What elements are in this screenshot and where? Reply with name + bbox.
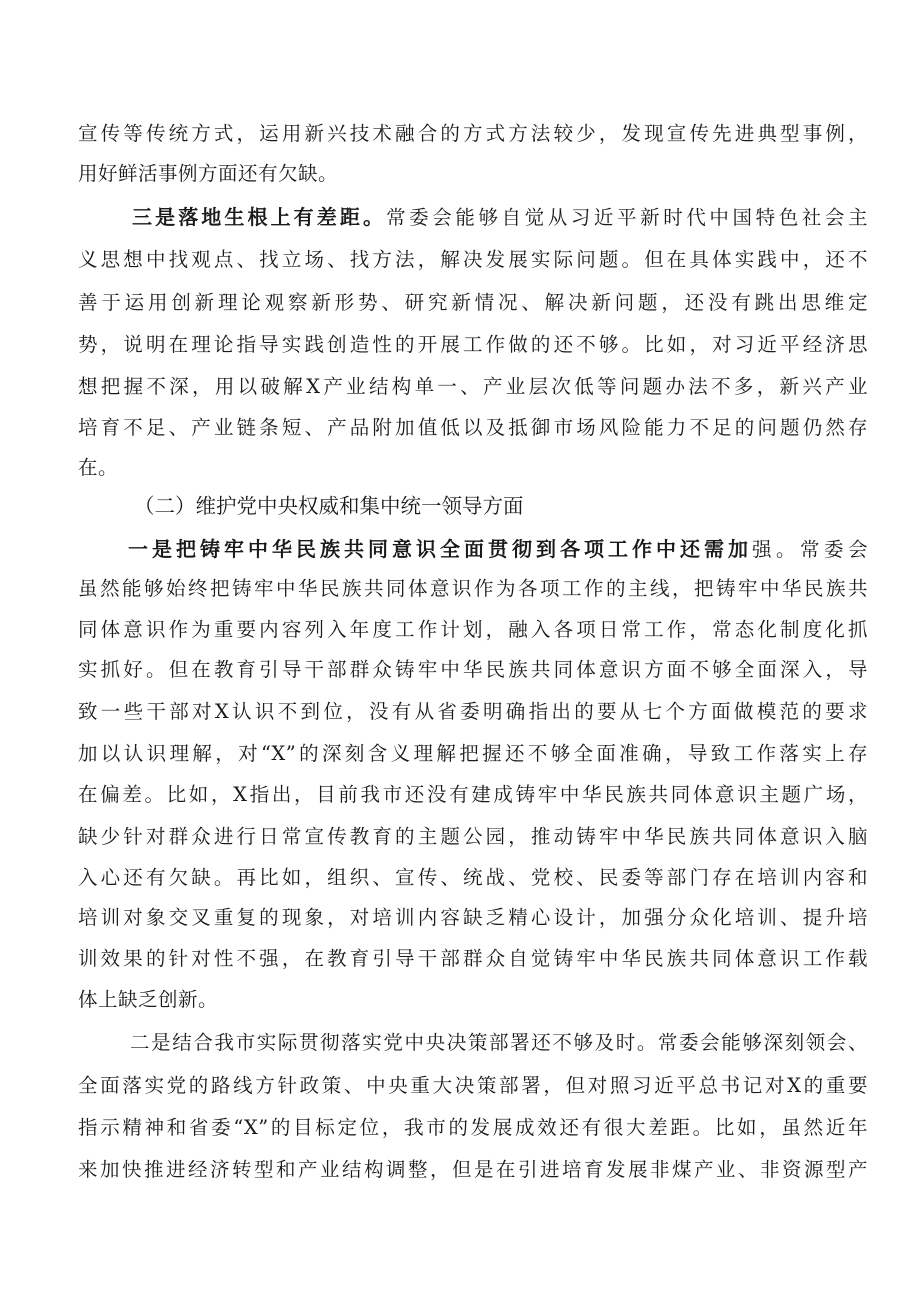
paragraph-line: 缺少针对群众进行日常宣传教育的主题公园，推动铸牢中华民族共同体意识入脑: [78, 825, 868, 848]
paragraph-line: 同体意识作为重要内容列入年度工作计划，融入各项日常工作，常态化制度化抓: [78, 618, 868, 641]
paragraph-line: 入心还有欠缺。再比如，组织、宣传、统战、党校、民委等部门存在培训内容和: [78, 866, 868, 889]
paragraph-line: 指示精神和省委“X”的目标定位，我市的发展成效还有很大差距。比如，虽然近年: [78, 1116, 868, 1139]
paragraph-line: 虽然能够始终把铸牢中华民族共同体意识作为各项工作的主线，把铸牢中华民族共: [78, 577, 868, 600]
section-heading: （二）维护党中央权威和集中统一领导方面: [134, 494, 524, 518]
paragraph-line: 体上缺乏创新。: [78, 988, 219, 1011]
paragraph-line: 加以认识理解，对“X”的深刻含义理解把握还不够全面准确，导致工作落实上存: [78, 742, 868, 765]
paragraph-lead-bold: 一是把铸牢中华民族共同意识全面贯彻到各项工作中还需加: [128, 537, 752, 561]
paragraph-first-line: [132, 197, 868, 237]
paragraph-line: 想把握不深，用以破解X产业结构单一、产业层次低等问题办法不多，新兴产业: [78, 375, 868, 398]
paragraph-line: 在。: [78, 456, 119, 479]
paragraph-line: 善于运用创新理论观察新形势、研究新情况、解决新问题，还没有跳出思维定: [78, 291, 868, 314]
paragraph-first-line: [128, 529, 868, 569]
paragraph-text: 强。常委会: [752, 538, 868, 561]
paragraph-line: 二是结合我市实际贯彻落实党中央决策部署还不够及时。常委会能够深刻领会、: [130, 1031, 868, 1054]
paragraph-line: 实抓好。但在教育引导干部群众铸牢中华民族共同体意识方面不够全面深入，导: [78, 658, 868, 681]
paragraph-text: 常委会能够自觉从习近平新时代中国特色社会主: [386, 206, 868, 229]
paragraph-line: 训效果的针对性不强，在教育引导干部群众自觉铸牢中华民族共同体意识工作载: [78, 947, 868, 970]
paragraph-line: 致一些干部对X认识不到位，没有从省委明确指出的要从七个方面做模范的要求: [78, 700, 868, 723]
paragraph-line: 全面落实党的路线方针政策、中央重大决策部署，但对照习近平总书记对X的重要: [78, 1074, 868, 1097]
paragraph-line: 培育不足、产业链条短、产品附加值低以及抵御市场风险能力不足的问题仍然存: [78, 416, 868, 439]
paragraph-lead-bold: 三是落地生根上有差距。: [132, 205, 387, 229]
paragraph-line: 用好鲜活事例方面还有欠缺。: [78, 162, 339, 185]
paragraph-line: 来加快推进经济转型和产业结构调整，但是在引进培育发展非煤产业、非资源型产: [78, 1158, 868, 1181]
paragraph-line: 义思想中找观点、找立场、找方法，解决发展实际问题。但在具体实践中，还不: [78, 248, 868, 271]
paragraph-line: 培训对象交叉重复的现象，对培训内容缺乏精心设计，加强分众化培训、提升培: [78, 906, 868, 929]
paragraph-line: 宣传等传统方式，运用新兴技术融合的方式方法较少，发现宣传先进典型事例，: [78, 122, 868, 145]
paragraph-line: 势，说明在理论指导实践创造性的开展工作做的还不够。比如，对习近平经济思: [78, 333, 868, 356]
paragraph-line: 在偏差。比如，X指出，目前我市还没有建成铸牢中华民族共同体意识主题广场，: [78, 783, 868, 806]
